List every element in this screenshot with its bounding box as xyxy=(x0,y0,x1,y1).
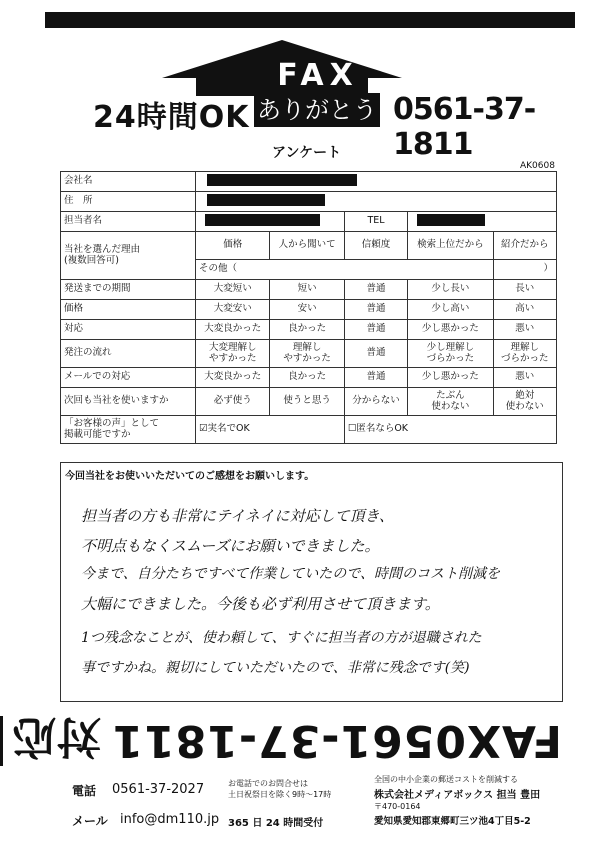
label-contact: 担当者名 xyxy=(61,212,196,232)
feedback-line: 不明点もなくスムーズにお願いできました。 xyxy=(81,537,380,555)
delivery-opt-5[interactable]: 長い xyxy=(493,280,556,300)
flow-opt-4[interactable]: 少し理解し づらかった xyxy=(408,340,493,368)
tel-label: 電話 xyxy=(72,784,97,798)
price-opt-5[interactable]: 高い xyxy=(493,300,556,320)
reason-other[interactable]: その他（ xyxy=(196,260,494,280)
feedback-line: 事ですかね。親切にしていただいたので、非常に残念です(笑) xyxy=(81,660,470,676)
company-zip: 〒470-0164 xyxy=(374,802,421,811)
upside-down-fax-banner xyxy=(11,711,562,770)
row-price xyxy=(61,300,557,320)
tel-note-2: 土日祝祭日を除く9時〜17時 xyxy=(228,790,332,799)
response-opt-1[interactable]: 大変良かった xyxy=(196,320,270,340)
label-price: 価格 xyxy=(61,300,196,320)
row-voice xyxy=(61,416,557,444)
label-flow: 発注の流れ xyxy=(61,340,196,368)
email-opt-5[interactable]: 悪い xyxy=(493,368,556,388)
survey-table xyxy=(60,171,557,444)
mirror-taiou: 対応 xyxy=(11,711,102,762)
delivery-opt-2[interactable]: 短い xyxy=(270,280,344,300)
row-delivery xyxy=(61,280,557,300)
contact-field[interactable] xyxy=(196,212,345,232)
email-opt-4[interactable]: 少し悪かった xyxy=(408,368,493,388)
label-address: 住 所 xyxy=(61,192,196,212)
feedback-line: 1つ残念なことが、使わ頼して、すぐに担当者の方が退職された xyxy=(81,630,482,646)
reason-other-close: ） xyxy=(493,260,556,280)
mirror-365-24 xyxy=(0,716,3,766)
delivery-opt-1[interactable]: 大変短い xyxy=(196,280,270,300)
feedback-line: 担当者の方も非常にテイネイに対応して頂き、 xyxy=(81,507,394,525)
flow-opt-2[interactable]: 理解し やすかった xyxy=(270,340,344,368)
email-opt-3[interactable]: 普通 xyxy=(344,368,407,388)
hours-24-ok: 24時間OK xyxy=(93,100,250,135)
tel-field[interactable] xyxy=(408,212,557,232)
row-email xyxy=(61,368,557,388)
fax-number: 0561-37-1811 xyxy=(393,92,536,162)
redacted-contact xyxy=(205,214,320,226)
company-name: 株式会社メディアボックス 担当 豊田 xyxy=(374,790,541,801)
response-opt-4[interactable]: 少し悪かった xyxy=(408,320,493,340)
response-opt-2[interactable]: 良かった xyxy=(270,320,344,340)
mail-address[interactable]: info@dm110.jp xyxy=(120,812,220,827)
delivery-opt-3[interactable]: 普通 xyxy=(344,280,407,300)
label-email: メールでの対応 xyxy=(61,368,196,388)
label-delivery: 発送までの期間 xyxy=(61,280,196,300)
label-reason: 当社を選んだ理由 (複数回答可) xyxy=(61,232,196,280)
tel-note-1: お電話でのお問合せは xyxy=(228,779,308,788)
fax-label: FAX xyxy=(277,58,359,93)
survey-title: アンケート xyxy=(272,145,342,161)
feedback-heading: 今回当社をお使いいただいてのご感想をお願いします。 xyxy=(65,471,315,482)
reason-opt-4[interactable]: 検索上位だから xyxy=(408,232,493,260)
reason-opt-2[interactable]: 人から聞いて xyxy=(270,232,344,260)
price-opt-3[interactable]: 普通 xyxy=(344,300,407,320)
next-opt-1[interactable]: 必ず使う xyxy=(196,388,270,416)
mail-label: メール xyxy=(72,814,108,828)
reason-opt-5[interactable]: 紹介だから xyxy=(493,232,556,260)
flow-opt-5[interactable]: 理解し づらかった xyxy=(493,340,556,368)
feedback-line: 大幅にできました。今後も必ず利用させて頂きます。 xyxy=(81,595,440,613)
reason-opt-3[interactable]: 信頼度 xyxy=(344,232,407,260)
price-opt-1[interactable]: 大変安い xyxy=(196,300,270,320)
row-flow xyxy=(61,340,557,368)
feedback-box xyxy=(60,462,563,702)
address-field[interactable] xyxy=(196,192,557,212)
voice-real-checkbox[interactable]: ☑実名でOK xyxy=(196,416,345,444)
next-opt-4[interactable]: たぶん 使わない xyxy=(408,388,493,416)
flow-opt-1[interactable]: 大変理解し やすかった xyxy=(196,340,270,368)
email-opt-2[interactable]: 良かった xyxy=(270,368,344,388)
mirror-fax-number: FAX0561-37-1811 xyxy=(111,715,562,767)
row-response xyxy=(61,320,557,340)
row-contact xyxy=(61,212,557,232)
feedback-line: 今まで、自分たちですべて作業していたので、時間のコスト削減を xyxy=(81,566,501,582)
email-opt-1[interactable]: 大変良かった xyxy=(196,368,270,388)
label-response: 対応 xyxy=(61,320,196,340)
company-field[interactable] xyxy=(196,172,557,192)
mail-note: 365 日 24 時間受付 xyxy=(228,818,324,829)
next-opt-3[interactable]: 分からない xyxy=(344,388,407,416)
next-opt-5[interactable]: 絶対 使わない xyxy=(493,388,556,416)
form-code: AK0608 xyxy=(520,161,555,171)
label-tel: TEL xyxy=(344,212,407,232)
row-address xyxy=(61,192,557,212)
redacted-address xyxy=(207,194,325,206)
tel-number[interactable]: 0561-37-2027 xyxy=(112,782,205,797)
label-next: 次回も当社を使いますか xyxy=(61,388,196,416)
label-voice: 「お客様の声」として 掲載可能ですか xyxy=(61,416,196,444)
redacted-company xyxy=(207,174,357,186)
thanks-banner: ありがとう xyxy=(254,93,380,127)
top-black-bar xyxy=(45,12,575,28)
delivery-opt-4[interactable]: 少し長い xyxy=(408,280,493,300)
redacted-tel xyxy=(417,214,485,226)
company-address: 愛知県愛知郡東郷町三ツ池4丁目5-2 xyxy=(374,816,531,827)
voice-anon-checkbox[interactable]: ☐匿名ならOK xyxy=(344,416,556,444)
row-reason xyxy=(61,232,557,260)
response-opt-3[interactable]: 普通 xyxy=(344,320,407,340)
reason-opt-1[interactable]: 価格 xyxy=(196,232,270,260)
label-company: 会社名 xyxy=(61,172,196,192)
next-opt-2[interactable]: 使うと思う xyxy=(270,388,344,416)
row-next xyxy=(61,388,557,416)
company-tagline: 全国の中小企業の郵送コストを削減する xyxy=(374,775,518,784)
row-company xyxy=(61,172,557,192)
price-opt-2[interactable]: 安い xyxy=(270,300,344,320)
flow-opt-3[interactable]: 普通 xyxy=(344,340,407,368)
response-opt-5[interactable]: 悪い xyxy=(493,320,556,340)
price-opt-4[interactable]: 少し高い xyxy=(408,300,493,320)
